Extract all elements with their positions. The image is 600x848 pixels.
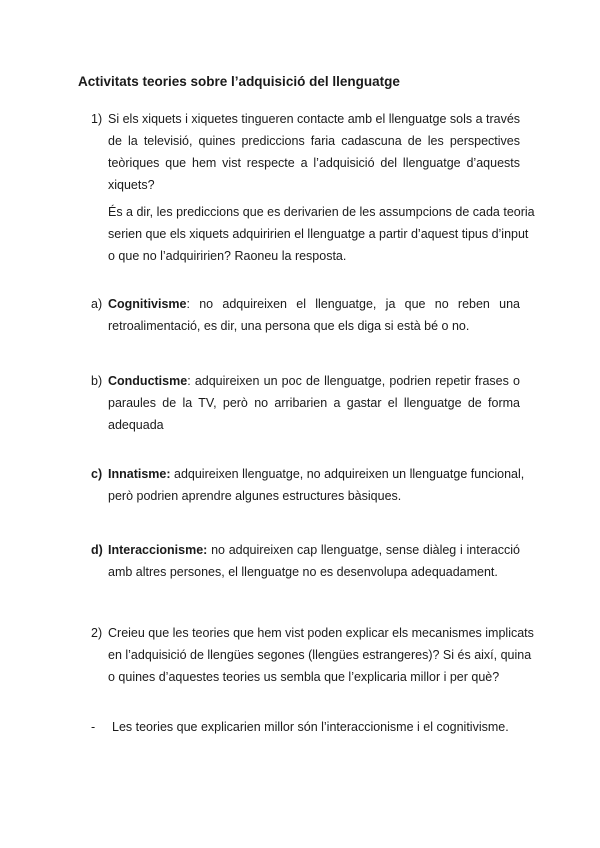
- answer-b-marker: b): [91, 374, 103, 388]
- question-1-followup-line: És a dir, les prediccions que es derivarien de les assumpcions de cada teoria: [108, 205, 535, 219]
- question-2-text: [108, 622, 534, 688]
- question-1-line: Si els xiquets i xiquetes tingueren contacte amb el llenguatge sols a través: [108, 112, 521, 126]
- answer-b-first-line: : adquireixen un poc de llenguatge, podrien repetir frases o: [187, 374, 520, 388]
- page-title: Activitats teories sobre l’adquisició del llenguatge: [78, 74, 400, 89]
- answer-c-first-line: adquireixen llenguatge, no adquireixen un llenguatge funcional,: [170, 467, 525, 481]
- question-1-line: xiquets?: [108, 178, 155, 192]
- answer-b: [108, 370, 520, 436]
- answer-a-line: retroalimentació, es dir, una persona que els diga si està bé o no.: [108, 319, 470, 333]
- final-answer-text: Les teories que explicarien millor són l’interaccionisme i el cognitivisme.: [112, 720, 509, 734]
- question-1-line: de la televisió, quines prediccions faria cadascuna de les perspectives: [108, 134, 520, 148]
- question-1-followup-line: serien que els xiquets adquiririen el llenguatge a partir d’aquest tipus d’input: [108, 227, 529, 241]
- answer-d-first-line: no adquireixen cap llenguatge, sense diàleg i interacció: [207, 543, 520, 557]
- answer-a-marker: a): [91, 297, 103, 311]
- answer-d-line: amb altres persones, el llenguatge no es desenvolupa adequadament.: [108, 565, 498, 579]
- answer-a-first-line: : no adquireixen el llenguatge, ja que no reben una: [186, 297, 520, 311]
- answer-d-term: Interaccionisme:: [108, 543, 208, 557]
- final-answer-bullet: -: [91, 720, 96, 734]
- answer-a: [108, 293, 520, 337]
- answer-c-term: Innatisme:: [108, 467, 171, 481]
- answer-d: [108, 539, 520, 583]
- question-2-line: o quines d’aquestes teories us sembla que l’explicaria millor i per què?: [108, 670, 500, 684]
- question-1-number: 1): [91, 112, 103, 126]
- final-answer: [112, 716, 524, 738]
- question-2-number: 2): [91, 626, 103, 640]
- answer-b-term: Conductisme: [108, 374, 188, 388]
- question-2-line: Creieu que les teories que hem vist poden explicar els mecanismes implicats: [108, 626, 534, 640]
- question-1-followup-line: o que no l’adquiririen? Raoneu la resposta.: [108, 249, 347, 263]
- question-2-line: en l’adquisició de llengües segones (llengües estrangeres)? Si és així, quina: [108, 648, 532, 662]
- answer-b-line: paraules de la TV, però no arribarien a gastar el llenguatge de forma: [108, 396, 520, 410]
- answer-c-line: però podrien aprendre algunes estructures bàsiques.: [108, 489, 402, 503]
- answer-c-marker: c): [91, 467, 103, 481]
- answer-d-marker: d): [91, 543, 103, 557]
- answer-b-line: adequada: [108, 418, 164, 432]
- answer-a-term: Cognitivisme: [108, 297, 187, 311]
- question-1-text: [108, 108, 520, 196]
- question-1-line: teòriques que hem vist respecte a l’adquisició del llenguatge d’aquests: [108, 156, 520, 170]
- question-1-followup: [108, 201, 535, 267]
- answer-c: [108, 463, 525, 507]
